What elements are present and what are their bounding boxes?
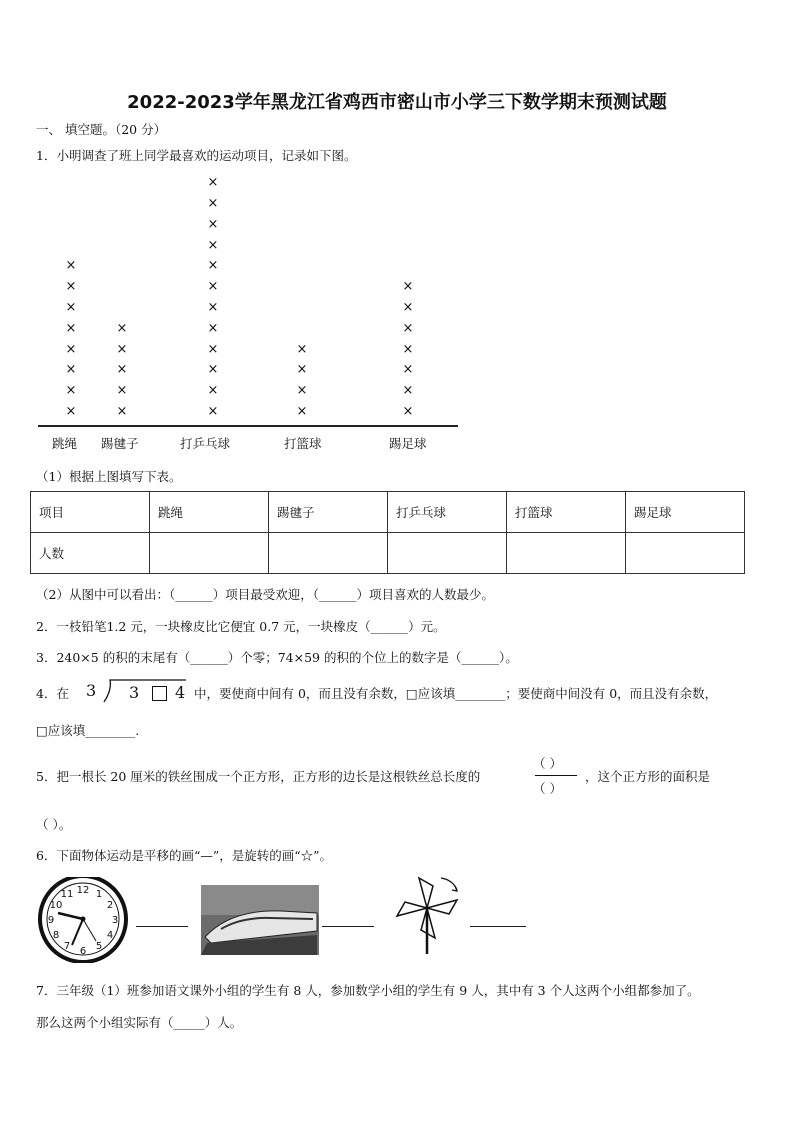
table-cell: 踢足球 (626, 492, 745, 533)
answer-cell[interactable] (150, 533, 269, 574)
svg-text:10: 10 (49, 900, 63, 911)
x-mark: × (402, 362, 414, 378)
svg-text:5: 5 (95, 941, 103, 952)
x-mark: × (116, 362, 128, 378)
table-cell: 打乒乓球 (388, 492, 507, 533)
question-4-prefix: 4．在 (36, 686, 69, 701)
category-label: 打乒乓球 (180, 436, 231, 451)
x-mark: × (296, 404, 308, 419)
x-mark: × (207, 237, 219, 253)
x-mark: × (207, 300, 219, 315)
question-6: 6．下面物体运动是平移的画“—”，是旋转的画“☆”。 (36, 848, 333, 863)
x-mark: × (296, 362, 308, 378)
question-5-line1-end: ，这个正方形的面积是 (585, 769, 711, 784)
x-mark: × (116, 383, 128, 399)
svg-text:12: 12 (76, 885, 90, 896)
data-table (30, 491, 745, 574)
dividend-digit-1: 3 (129, 683, 140, 702)
answer-line-clock[interactable] (136, 926, 188, 927)
svg-text:4: 4 (106, 930, 114, 941)
table-cell: 打篮球 (507, 492, 626, 533)
x-mark: × (116, 320, 128, 336)
x-mark: × (207, 175, 219, 191)
section-heading: 一、 填空题。（20 分） (36, 122, 167, 137)
x-mark: × (402, 279, 414, 295)
svg-text:3: 3 (111, 915, 119, 926)
x-mark: × (65, 362, 77, 378)
answer-cell[interactable] (388, 533, 507, 574)
x-mark: × (65, 279, 77, 295)
fraction-bar (535, 775, 577, 776)
clock-image (36, 877, 134, 963)
x-mark: × (207, 341, 219, 357)
answer-cell[interactable] (269, 533, 388, 574)
x-mark: × (65, 258, 77, 274)
svg-text:7: 7 (63, 941, 71, 952)
x-mark: × (207, 362, 219, 378)
question-7-line1: 7．三年级（1）班参加语文课外小组的学生有 8 人，参加数学小组的学生有 9 人，其中有 3 个人这两个小组都参加了。 (36, 983, 700, 998)
x-mark: × (65, 320, 77, 336)
blank-box[interactable] (152, 686, 167, 701)
x-mark: × (65, 383, 77, 399)
svg-text:9: 9 (47, 915, 55, 926)
question-1-sub1: （1）根据上图填写下表。 (36, 469, 182, 484)
x-mark: × (402, 341, 414, 357)
answer-cell[interactable] (507, 533, 626, 574)
x-mark: × (402, 383, 414, 399)
table-row (31, 492, 745, 533)
chart-baseline (38, 425, 458, 427)
x-mark: × (402, 300, 414, 315)
x-mark: × (207, 383, 219, 399)
question-3: 3．240×5 的积的末尾有（______）个零；74×59 的积的个位上的数字是（______）。 (36, 650, 518, 665)
fraction-denominator: （ ） (533, 781, 562, 796)
x-mark: × (207, 279, 219, 295)
table-cell: 人数 (31, 533, 150, 574)
question-1: 1．小明调查了班上同学最喜欢的运动项目，记录如下图。 (36, 148, 357, 163)
question-5-line1: 5．把一根长 20 厘米的铁丝围成一个正方形，正方形的边长是这根铁丝总长度的 (36, 769, 481, 784)
svg-text:1: 1 (95, 889, 103, 900)
x-mark: × (296, 383, 308, 399)
question-5-line2: （ ）。 (36, 817, 72, 832)
table-row (31, 533, 745, 574)
category-label: 打篮球 (284, 436, 322, 451)
category-label: 踢足球 (389, 436, 427, 451)
table-cell: 项目 (31, 492, 150, 533)
category-label: 跳绳 (52, 436, 78, 451)
table-cell: 跳绳 (150, 492, 269, 533)
x-mark: × (207, 404, 219, 419)
question-1-sub2: （2）从图中可以看出：（______）项目最受欢迎，（______）项目喜欢的人数最少。 (36, 587, 494, 602)
x-mark: × (116, 404, 128, 419)
fraction-numerator: （ ） (533, 756, 562, 771)
x-mark: × (65, 341, 77, 357)
x-mark: × (65, 404, 77, 419)
x-mark: × (402, 320, 414, 336)
x-mark: × (207, 320, 219, 336)
x-mark: × (65, 300, 77, 315)
x-mark: × (207, 196, 219, 211)
svg-text:6: 6 (79, 946, 87, 957)
category-label: 踢毽子 (101, 436, 139, 451)
train-image (201, 885, 319, 955)
answer-cell[interactable] (626, 533, 745, 574)
pinwheel-image (393, 872, 465, 954)
x-mark: × (116, 341, 128, 357)
page-title: 2022-2023学年黑龙江省鸡西市密山市小学三下数学期末预测试题 (127, 92, 667, 113)
svg-text:2: 2 (106, 900, 114, 911)
x-mark: × (207, 216, 219, 232)
question-7-line2: 那么这两个小组实际有（_____）人。 (36, 1015, 243, 1030)
answer-line-pinwheel[interactable] (470, 926, 526, 927)
question-4-line2: □应该填________. (36, 723, 140, 738)
table-cell: 踢毽子 (269, 492, 388, 533)
svg-text:11: 11 (60, 889, 74, 900)
divisor: 3 (86, 681, 97, 700)
answer-line-train[interactable] (322, 926, 374, 927)
svg-text:8: 8 (52, 930, 60, 941)
x-mark: × (296, 341, 308, 357)
question-2: 2．一枝铅笔1.2 元，一块橡皮比它便宜 0.7 元，一块橡皮（______）元。 (36, 619, 446, 634)
x-mark: × (207, 258, 219, 274)
question-4-line1: 中，要使商中间有 0，而且没有余数，□应该填________；要使商中间没有 0，而且没有余数， (194, 686, 718, 701)
x-mark: × (402, 404, 414, 419)
dividend-digit-3: 4 (175, 683, 186, 702)
fraction-blank[interactable] (533, 752, 579, 798)
